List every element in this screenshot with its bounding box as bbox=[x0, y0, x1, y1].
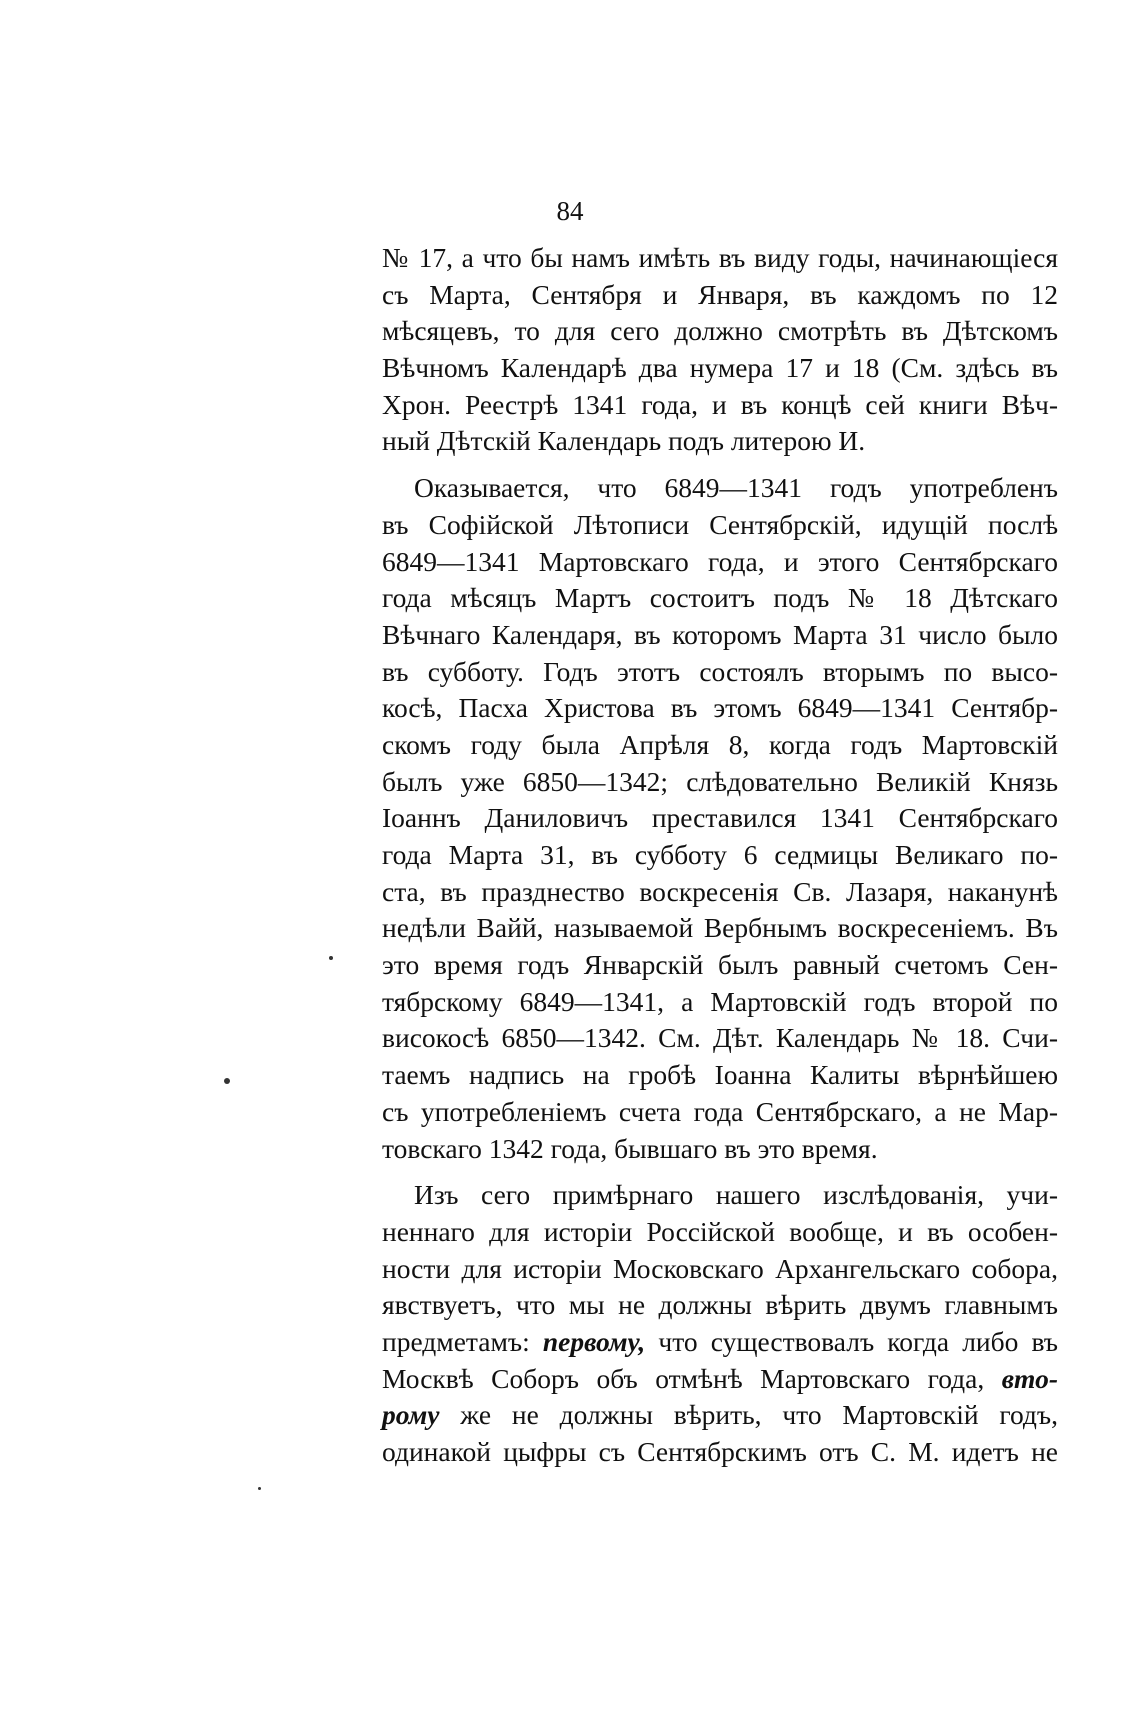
text-line: Изъ сего примѣрнаго нашего изслѣдованія, учи- bbox=[414, 1179, 1058, 1211]
text-line: Хрон. Реестрѣ 1341 года, и въ концѣ сей книги Вѣч- bbox=[382, 388, 1058, 420]
text-line: 6849—1341 Мартовскаго года, и этого Сентябрскаго bbox=[382, 545, 1058, 577]
text-line: таемъ надпись на гробѣ Іоанна Калиты вѣрнѣйшею bbox=[382, 1059, 1058, 1091]
text-line: явствуетъ, что мы не должны вѣрить двумъ главнымъ bbox=[382, 1289, 1058, 1321]
page-number: 84 bbox=[556, 196, 584, 226]
text-fragment: Москвѣ Соборъ объ отмѣнѣ Мартовскаго года, bbox=[382, 1362, 1002, 1394]
text-line: Вѣчномъ Календарѣ два нумера 17 и 18 (См. здѣсь въ bbox=[382, 352, 1058, 384]
text-fragment: же не должны вѣрить, что Мартовскій годъ, bbox=[439, 1399, 1058, 1431]
text-line: ста, въ празднество воскресенія Св. Лазаря, наканунѣ bbox=[382, 875, 1058, 907]
text-line bbox=[382, 1361, 1058, 1398]
paragraph-1 bbox=[382, 240, 1058, 460]
text-line: Оказывается, что 6849—1341 годъ употребленъ bbox=[414, 472, 1058, 504]
text-line: ности для исторіи Московскаго Архангельскаго собора, bbox=[382, 1252, 1058, 1284]
text-line: съ употребленіемъ счета года Сентябрскаго, а не Мар- bbox=[382, 1095, 1058, 1127]
text-line: былъ уже 6850—1342; слѣдовательно Великій Князь bbox=[382, 765, 1058, 797]
text-line: Вѣчнаго Календаря, въ которомъ Марта 31 число было bbox=[382, 618, 1058, 650]
text-line: товскаго 1342 года, бывшаго въ это время. bbox=[382, 1132, 878, 1164]
text-line: въ Софійской Лѣтописи Сентябрскій, идущій послѣ bbox=[382, 508, 1058, 540]
text-line: недѣли Вайй, называемой Вербнымъ воскресеніемъ. Въ bbox=[382, 912, 1058, 944]
text-line: косѣ, Пасха Христова въ этомъ 6849—1341 Сентябр- bbox=[382, 692, 1058, 724]
text-line: № 17, а что бы намъ имѣть въ виду годы, начинающіеся bbox=[382, 242, 1058, 273]
text-line: года Марта 31, въ субботу 6 седмицы Великаго по- bbox=[382, 839, 1058, 870]
paragraph-3 bbox=[382, 1177, 1058, 1471]
text-line: скомъ году была Апрѣля 8, когда годъ Мартовскій bbox=[382, 728, 1058, 760]
text-line: мѣсяцевъ, то для сего должно смотрѣть въ Дѣтскомъ bbox=[382, 315, 1058, 347]
italic-word: вто- bbox=[1001, 1362, 1058, 1394]
print-speck bbox=[258, 1487, 261, 1490]
text-line bbox=[382, 1397, 1058, 1434]
body-text bbox=[382, 240, 1058, 1471]
text-line: високосѣ 6850—1342. См. Дѣт. Календарь № 18. Счи- bbox=[382, 1022, 1058, 1054]
italic-word: рому bbox=[382, 1399, 440, 1431]
italic-word: первому, bbox=[542, 1325, 646, 1357]
text-line: года мѣсяцъ Мартъ состоитъ подъ № 18 Дѣтскаго bbox=[382, 582, 1058, 614]
text-fragment: предметамъ: bbox=[382, 1325, 543, 1357]
text-line: неннаго для исторіи Россійской вообще, и въ особен- bbox=[382, 1215, 1058, 1247]
text-line: съ Марта, Сентября и Января, въ каждомъ по 12 bbox=[382, 278, 1058, 310]
text-line: ный Дѣтскій Календарь подъ литерою И. bbox=[382, 425, 866, 457]
print-speck bbox=[329, 956, 333, 960]
text-line bbox=[382, 1324, 1058, 1361]
paragraph-2 bbox=[382, 470, 1058, 1167]
text-line: въ субботу. Годъ этотъ состоялъ вторымъ по высо- bbox=[382, 655, 1058, 687]
text-fragment: что существовалъ когда либо въ bbox=[645, 1325, 1059, 1357]
text-line: тябрскому 6849—1341, а Мартовскій годъ второй по bbox=[382, 985, 1058, 1017]
text-line: одинакой цыфры съ Сентябрскимъ отъ С. М. идетъ не bbox=[382, 1436, 1058, 1467]
text-line: Іоаннъ Даниловичъ преставился 1341 Сентябрскаго bbox=[382, 802, 1058, 834]
text-line: это время годъ Январскій былъ равный счетомъ Сен- bbox=[382, 949, 1058, 981]
print-speck bbox=[224, 1078, 230, 1084]
